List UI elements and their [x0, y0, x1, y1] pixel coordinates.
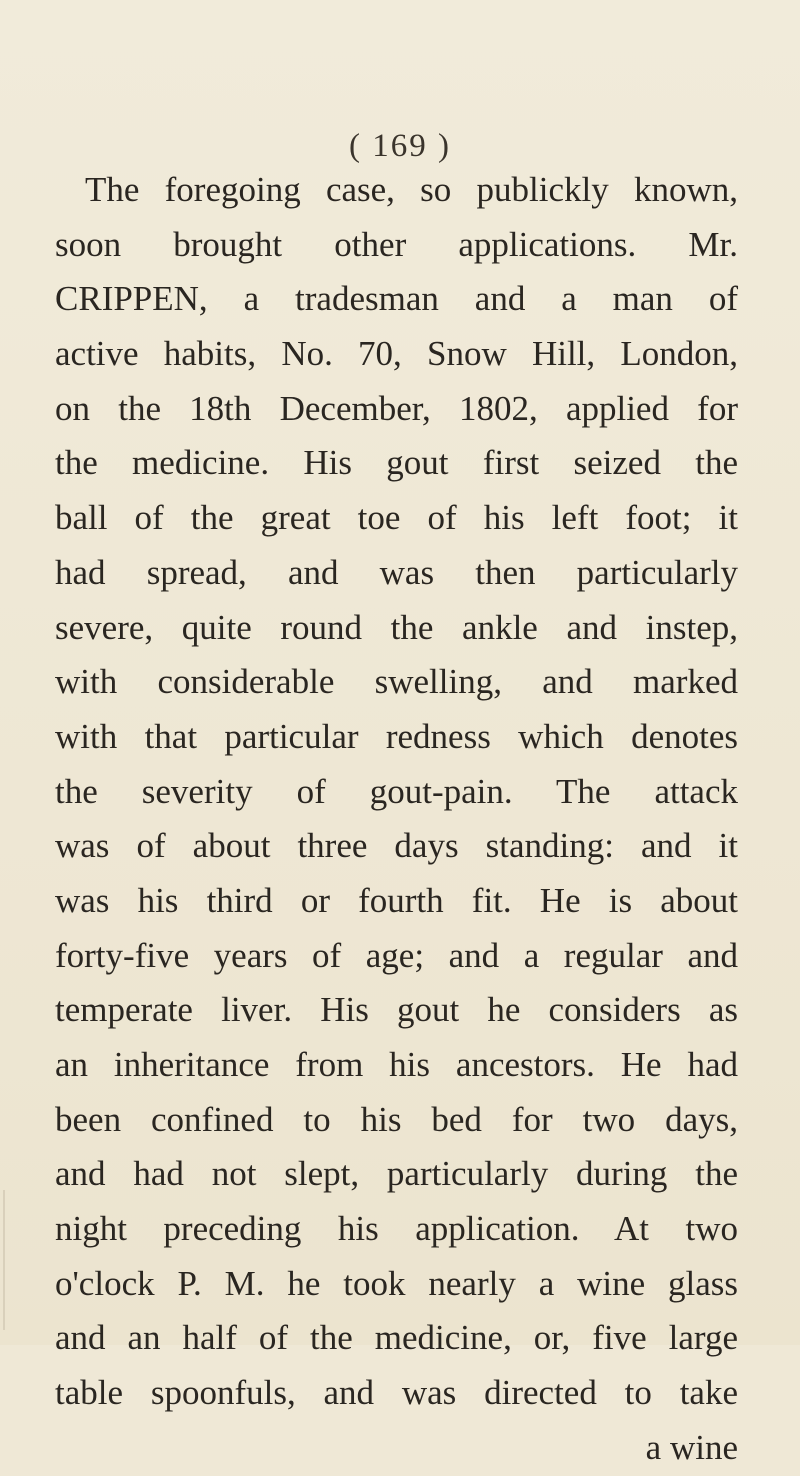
text-line: had spread, and was then particularly [55, 552, 738, 592]
catchword-line: a wine [645, 1427, 738, 1467]
text-line: on the 18th December, 1802, applied for [55, 388, 738, 428]
text-line: was his third or fourth fit. He is about [55, 880, 738, 920]
text-line: an inheritance from his ancestors. He had [55, 1045, 738, 1084]
page-edge-mark [3, 1190, 5, 1330]
text-line: ball of the great toe of his left foot; it [55, 498, 738, 538]
text-line: o'clock P. M. he took nearly a wine glass [55, 1263, 738, 1303]
page-number: ( 169 ) [349, 128, 451, 164]
text-line: been confined to his bed for two days, [55, 1099, 738, 1139]
text-line: night preceding his application. At two [55, 1209, 738, 1249]
text-line: forty-five years of age; and a regular and [55, 935, 738, 975]
text-line: temperate liver. His gout he considers as [55, 990, 738, 1030]
text-line: with that particular redness which denotes [55, 716, 738, 756]
text-line: the severity of gout-pain. The attack [55, 771, 738, 811]
text-line: The foregoing case, so publickly known, [85, 170, 738, 209]
text-line: CRIPPEN, a tradesman and a man of [55, 279, 738, 319]
text-line: table spoonfuls, and was directed to take [55, 1373, 738, 1413]
text-line: active habits, No. 70, Snow Hill, London, [55, 334, 738, 374]
text-line: and had not slept, particularly during the [55, 1154, 738, 1194]
text-line: severe, quite round the ankle and instep, [55, 607, 738, 647]
text-line: with considerable swelling, and marked [55, 662, 738, 702]
text-line: the medicine. His gout first seized the [55, 443, 738, 483]
body-text [55, 163, 738, 1476]
text-line: and an half of the medicine, or, five large [55, 1318, 738, 1358]
text-line: soon brought other applications. Mr. [55, 224, 738, 264]
text-line: was of about three days standing: and it [55, 826, 738, 866]
